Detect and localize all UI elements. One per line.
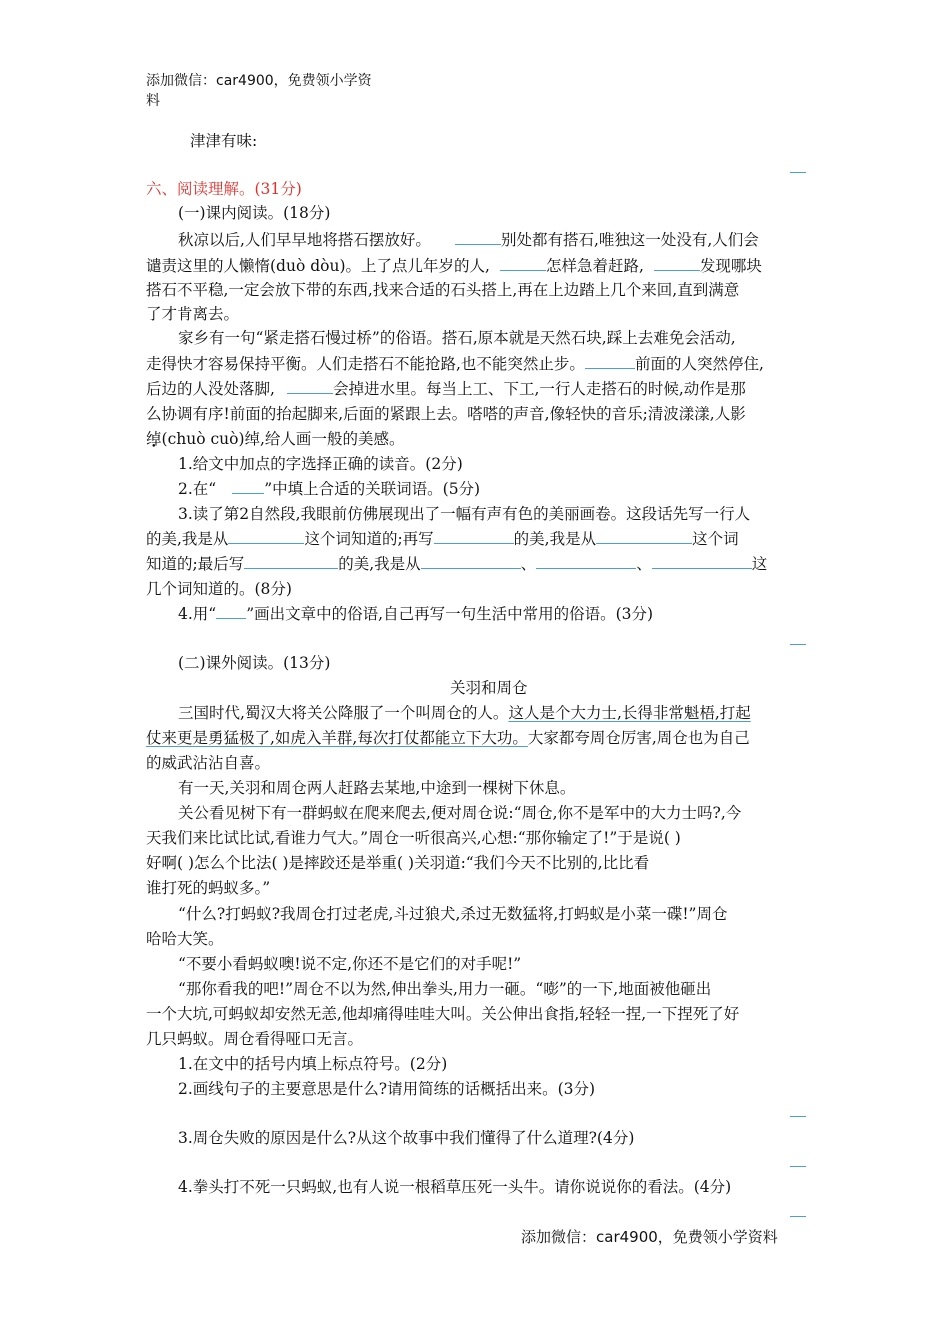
story-line: 哈哈大笑。 [146,930,224,948]
fill-blank[interactable] [536,552,636,569]
story-line: 谁打死的蚂蚁多。” [146,879,271,897]
question-2 [178,477,480,501]
part2-question-2: 2.画线句子的主要意思是什么?请用简练的话概括出来。(3分) [178,1080,596,1098]
question-3: 3.读了第2自然段,我眼前仿佛展现出了一幅有声有色的美丽画卷。这段话先写一行人 [178,505,751,523]
question-4 [178,602,653,626]
text: 这 [751,555,768,573]
question-1: 1.给文中加点的字选择正确的读音。(2分) [178,455,463,473]
dotted-character: 绰 [146,430,162,448]
fill-blank[interactable] [434,527,514,544]
idiom-prompt: 津津有味: [190,132,258,150]
text: 谴责这里的人懒惰(duò dòu)。上了点儿年岁的人, [146,257,490,275]
text: 别处都有搭石,唯独这一处没有,人们会 [500,231,759,249]
text: 4.用“ [178,605,217,623]
answer-line[interactable] [790,644,806,645]
part2-question-3: 3.周仓失败的原因是什么?从这个故事中我们懂得了什么道理?(4分) [178,1129,635,1147]
text: 发现哪块 [699,257,762,275]
part1-heading: (一)课内阅读。(18分) [178,204,331,222]
paragraph-line: 么协调有序!前面的抬起脚来,后面的紧跟上去。嗒嗒的声音,像轻快的音乐;清波漾漾,人影 [146,405,746,423]
fill-blank[interactable] [244,552,338,569]
paragraph-line [146,254,762,278]
watermark-bottom: 添加微信：car4900，免费领小学资料 [521,1228,778,1246]
part2-heading: (二)课外阅读。(13分) [178,654,331,672]
fill-blank[interactable] [455,228,501,245]
answer-line[interactable] [790,172,806,173]
story-line: 天我们来比试比试,看谁力气大。”周仓一听很高兴,心想:“那你输定了!”于是说( ) [146,829,681,847]
story-line [146,726,750,750]
paragraph-line [146,377,746,401]
fill-blank[interactable] [228,527,304,544]
fill-blank[interactable] [652,552,752,569]
story-line [178,701,751,725]
question-3-line: 几个词知道的。(8分) [146,580,292,598]
paragraph-line: 了才肯离去。 [146,305,240,323]
text: 知道的;最后写 [146,555,245,573]
text: 三国时代,蜀汉大将关公降服了一个叫周仓的人。 [178,704,509,722]
text: 这个词知道的;再写 [304,530,434,548]
story-line: “不要小看蚂蚁噢!说不定,你还不是它们的对手呢!” [178,955,522,973]
paragraph-line: 家乡有一句“紧走搭石慢过桥”的俗语。搭石,原本就是天然石块,踩上去难免会活动, [178,329,736,347]
answer-line[interactable] [790,1216,806,1217]
story-line: 关公看见树下有一群蚂蚁在爬来爬去,便对周仓说:“周仓,你不是军中的大力士吗?,今 [178,804,742,822]
question-3-line [146,552,767,576]
fill-blank[interactable] [232,477,264,494]
answer-line[interactable] [790,1116,806,1117]
fill-blank[interactable] [287,377,333,394]
fill-blank[interactable] [421,552,521,569]
text: 的美,我是从 [338,555,421,573]
text: 秋凉以后,人们早早地将搭石摆放好。 [178,231,431,249]
paragraph-line [146,427,404,451]
story-line: 有一天,关羽和周仓两人赶路去某地,中途到一棵树下休息。 [178,779,576,797]
paragraph-line: 搭石不平稳,一定会放下带的东西,找来合适的石头搭上,再在上边踏上几个来回,直到满意 [146,281,740,299]
text: 2.在“ [178,480,217,498]
story-line: 的威武沾沾自喜。 [146,754,271,772]
story-line: 一个大坑,可蚂蚁却安然无恙,他却痛得哇哇大叫。关公伸出食指,轻轻一捏,一下捏死了好 [146,1005,740,1023]
watermark-top-line1: 添加微信：car4900，免费领小学资 [146,73,372,89]
text: 这个词 [692,530,739,548]
paragraph-line [178,228,759,252]
underlined-sentence: 这人是个大力士,长得非常魁梧,打起 [508,704,751,722]
story-line: “什么?打蚂蚁?我周仓打过老虎,斗过狼犬,杀过无数猛将,打蚂蚁是小菜一碟!”周仓 [178,905,728,923]
text: ”中填上合适的关联词语。(5分) [264,480,481,498]
story-title: 关羽和周仓 [450,679,528,697]
text: 、 [636,555,652,573]
story-line: “那你看我的吧!”周仓不以为然,伸出拳头,用力一砸。“嘭”的一下,地面被他砸出 [178,980,712,998]
watermark-top-line2: 料 [146,93,160,109]
answer-line[interactable] [790,1166,806,1167]
part2-question-4: 4.拳头打不死一只蚂蚁,也有人说一根稻草压死一头牛。请你说说你的看法。(4分) [178,1178,732,1196]
text: ”画出文章中的俗语,自己再写一句生活中常用的俗语。(3分) [246,605,654,623]
fill-blank[interactable] [596,527,692,544]
fill-blank[interactable] [585,352,635,369]
text: 前面的人突然停住, [634,355,764,373]
text: 会掉进水里。每当上工、下工,一行人走搭石的时候,动作是那 [332,380,746,398]
fill-blank[interactable] [216,602,246,619]
story-line: 好啊( )怎么个比法( )是摔跤还是举重( )关羽道:“我们今天不比别的,比比看 [146,854,650,872]
text: 走得快才容易保持平衡。人们走搭石不能抢路,也不能突然止步。 [146,355,585,373]
text: (chuò cuò)绰,给人画一般的美感。 [161,430,405,448]
fill-blank[interactable] [500,254,546,271]
paragraph-line [146,352,764,376]
text: 后边的人没处落脚, [146,380,275,398]
text: 大家都夸周仓厉害,周仓也为自己 [527,729,750,747]
text: 怎样急着赶路, [545,257,644,275]
section-title: 六、阅读理解。(31分) [146,180,302,198]
question-3-line [146,527,739,551]
underlined-sentence: 仗来更是勇猛极了,如虎入羊群,每次打仗都能立下大功。 [146,729,528,747]
text: 的美,我是从 [513,530,597,548]
text: 、 [520,555,537,573]
fill-blank[interactable] [654,254,700,271]
story-line: 几只蚂蚁。周仓看得哑口无言。 [146,1030,364,1048]
part2-question-1: 1.在文中的括号内填上标点符号。(2分) [178,1055,448,1073]
text: 的美,我是从 [146,530,229,548]
